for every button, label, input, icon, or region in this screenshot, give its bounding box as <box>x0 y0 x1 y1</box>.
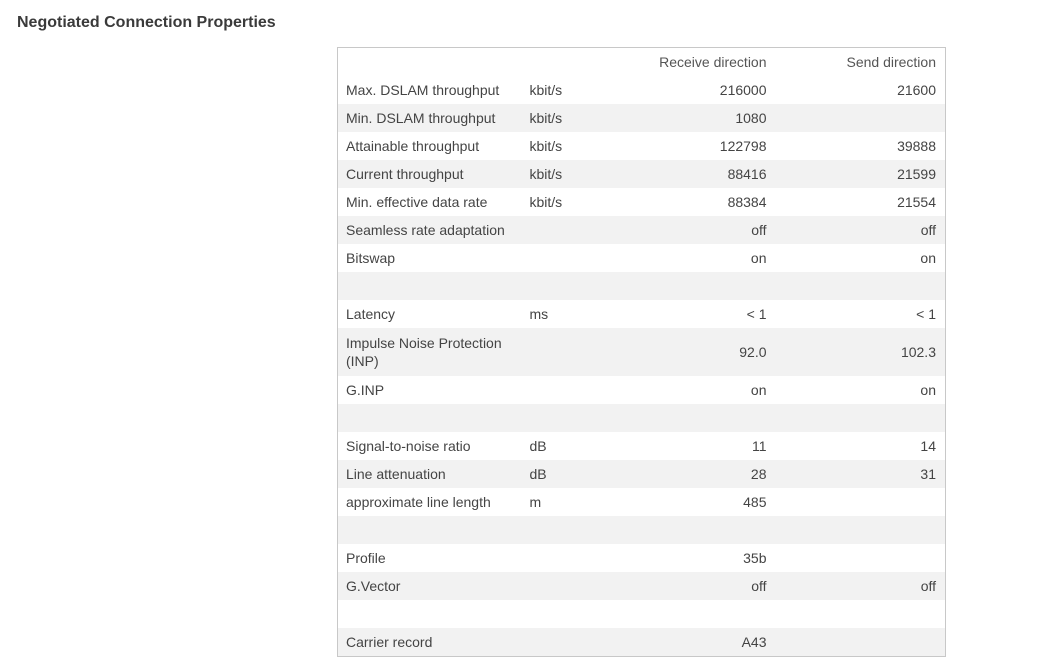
row-send-value <box>776 628 946 657</box>
row-label: Current throughput <box>346 166 464 182</box>
row-send-value: < 1 <box>916 306 936 322</box>
row-send-value: on <box>920 382 936 398</box>
row-send-value <box>776 544 946 572</box>
row-unit <box>518 516 588 544</box>
row-receive-value <box>588 272 776 300</box>
row-label: Max. DSLAM throughput <box>346 82 500 98</box>
row-send-value <box>776 104 946 132</box>
row-send-value: on <box>920 250 936 266</box>
row-receive-value: off <box>751 222 767 238</box>
row-receive-value: 1080 <box>735 110 767 126</box>
row-receive-value: 92.0 <box>739 344 767 360</box>
row-unit: kbit/s <box>529 166 563 182</box>
row-unit: kbit/s <box>529 110 563 126</box>
row-send-value: 21600 <box>897 82 936 98</box>
row-send-value: 21554 <box>897 194 936 210</box>
row-receive-value: 88416 <box>727 166 767 182</box>
table-row <box>338 328 946 376</box>
row-label: Profile <box>346 550 386 566</box>
row-receive-value: on <box>750 382 767 398</box>
row-label: Signal-to-noise ratio <box>346 438 471 454</box>
row-unit: kbit/s <box>529 82 563 98</box>
row-unit: kbit/s <box>529 194 563 210</box>
row-receive-value: A43 <box>741 634 767 650</box>
row-label: Latency <box>346 306 396 322</box>
row-unit <box>518 328 588 376</box>
row-receive-value <box>588 404 776 432</box>
row-receive-value: off <box>751 578 767 594</box>
row-label: Attainable throughput <box>346 138 480 154</box>
table-row <box>338 432 946 460</box>
row-receive-value: 122798 <box>719 138 767 154</box>
table-row <box>338 216 946 244</box>
table-row <box>338 572 946 600</box>
row-receive-value <box>588 600 776 628</box>
row-send-value <box>776 488 946 516</box>
row-unit <box>518 404 588 432</box>
table-row <box>338 132 946 160</box>
row-label: Bitswap <box>346 250 396 266</box>
row-unit <box>518 572 588 600</box>
row-label: G.INP <box>346 382 385 398</box>
row-receive-value: on <box>750 250 767 266</box>
row-unit <box>518 600 588 628</box>
row-label <box>338 600 518 628</box>
row-label: Line attenuation <box>346 466 446 482</box>
page-title: Negotiated Connection Properties <box>17 14 276 31</box>
row-label: Min. DSLAM throughput <box>346 110 496 126</box>
table-row-spacer <box>338 600 946 628</box>
row-unit: ms <box>529 306 549 322</box>
table-row <box>338 376 946 404</box>
table-row <box>338 488 946 516</box>
row-send-value: 102.3 <box>900 344 936 360</box>
row-send-value: off <box>920 222 936 238</box>
table-row <box>338 460 946 488</box>
table-row <box>338 188 946 216</box>
row-receive-value: 216000 <box>719 82 767 98</box>
header-receive-direction: Receive direction <box>659 54 767 70</box>
row-unit: kbit/s <box>529 138 563 154</box>
row-unit <box>518 272 588 300</box>
row-label: Seamless rate adaptation <box>346 222 505 238</box>
header-unit <box>518 48 588 77</box>
row-receive-value: 35b <box>743 550 767 566</box>
row-receive-value: 11 <box>751 438 767 454</box>
table-row-spacer <box>338 404 946 432</box>
row-label: Carrier record <box>346 634 433 650</box>
row-label <box>338 516 518 544</box>
row-send-value: 31 <box>920 466 936 482</box>
row-unit <box>518 376 588 404</box>
table-row <box>338 104 946 132</box>
row-receive-value: < 1 <box>746 306 767 322</box>
table-row <box>338 244 946 272</box>
table-row-spacer <box>338 516 946 544</box>
row-unit <box>518 544 588 572</box>
connection-properties-table <box>337 47 946 657</box>
row-label: approximate line length <box>346 494 491 510</box>
table-row <box>338 628 946 657</box>
row-send-value: off <box>920 578 936 594</box>
header-label <box>338 48 518 77</box>
table-row-spacer <box>338 272 946 300</box>
row-label: Impulse Noise Protection (INP) <box>346 335 502 369</box>
row-receive-value <box>588 516 776 544</box>
table-row <box>338 76 946 104</box>
row-label: Min. effective data rate <box>346 194 488 210</box>
row-send-value <box>776 516 946 544</box>
row-label <box>338 272 518 300</box>
row-send-value <box>776 404 946 432</box>
row-unit: dB <box>529 438 547 454</box>
row-receive-value: 485 <box>743 494 767 510</box>
table-header-row <box>338 48 946 77</box>
row-unit: dB <box>529 466 547 482</box>
row-unit <box>518 628 588 657</box>
row-unit <box>518 244 588 272</box>
row-receive-value: 88384 <box>727 194 767 210</box>
row-receive-value: 28 <box>750 466 767 482</box>
table-row <box>338 160 946 188</box>
row-send-value: 39888 <box>897 138 936 154</box>
row-send-value <box>776 600 946 628</box>
row-send-value: 21599 <box>897 166 936 182</box>
row-label <box>338 404 518 432</box>
table-row <box>338 300 946 328</box>
row-unit <box>518 216 588 244</box>
row-send-value <box>776 272 946 300</box>
header-send-direction: Send direction <box>846 54 936 70</box>
row-send-value: 14 <box>920 438 936 454</box>
row-label: G.Vector <box>346 578 401 594</box>
table-row <box>338 544 946 572</box>
row-unit: m <box>529 494 542 510</box>
table-body <box>338 76 946 657</box>
